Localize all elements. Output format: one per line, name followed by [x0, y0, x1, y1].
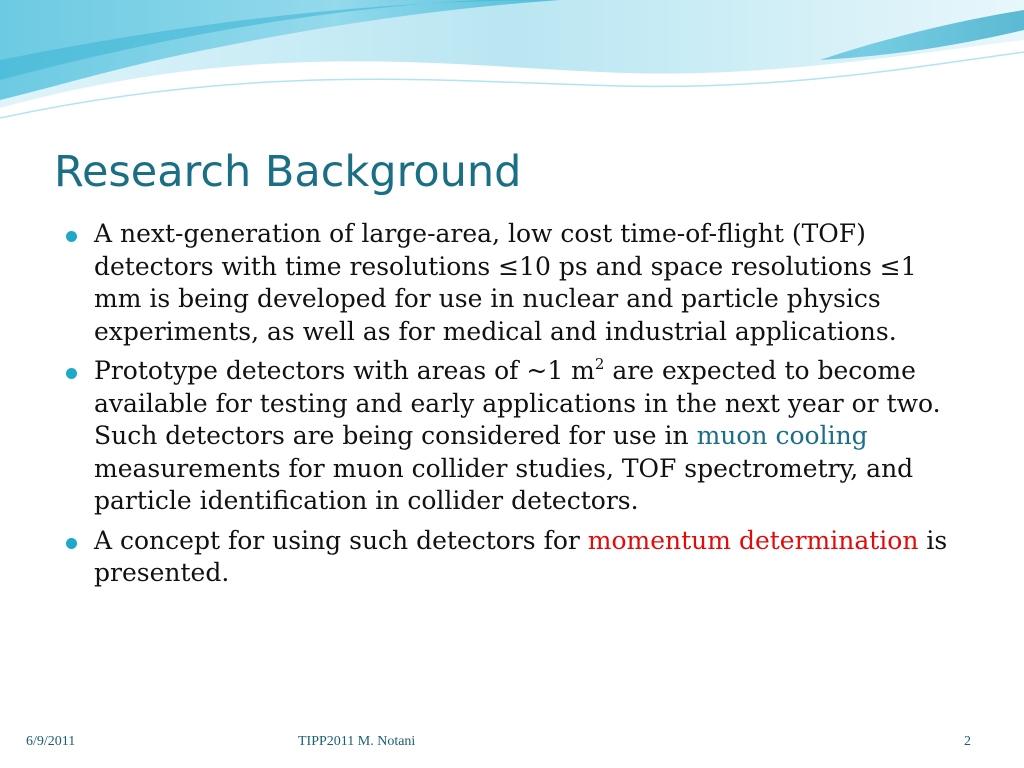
bullet-text-part: A concept for using such detectors for — [94, 525, 588, 555]
superscript: 2 — [594, 355, 605, 373]
bullet-text: A next-generation of large-area, low cost time-of-flight (TOF) detectors with time resolutions ≤10 ps and space resolutions ≤1 mm is being developed for use in nuclear and particle physics experiments, as well as for medical and industrial applications. — [94, 219, 917, 346]
bullet-item — [66, 355, 966, 518]
header-wave-decoration — [0, 0, 1024, 130]
footer-date: 6/9/2011 — [26, 734, 76, 749]
bullet-dot-icon — [66, 231, 77, 242]
footer-presenter: TIPP2011 M. Notani — [298, 734, 416, 749]
bullet-list — [66, 218, 966, 597]
bullet-text-part: is presented. — [94, 525, 948, 587]
bullet-item — [66, 525, 966, 590]
highlight-momentum-determination: momentum determination — [587, 525, 919, 555]
bullet-item — [66, 218, 966, 348]
bullet-dot-icon — [66, 538, 77, 549]
footer-page-number: 2 — [964, 734, 971, 749]
highlight-muon-cooling: muon cooling — [696, 421, 868, 450]
bullet-text-part: measurements for muon collider studies, TOF spectrometry, and particle identification in collider detectors. — [94, 453, 914, 515]
slide-title: Research Background — [54, 147, 522, 197]
bullet-dot-icon — [66, 368, 77, 379]
bullet-text-part: Prototype detectors with areas of ~1 m — [94, 356, 595, 385]
bullet-text-part: are expected to become available for testing and early applications in the next year or two. Such detectors are being considered for use in — [94, 356, 941, 450]
